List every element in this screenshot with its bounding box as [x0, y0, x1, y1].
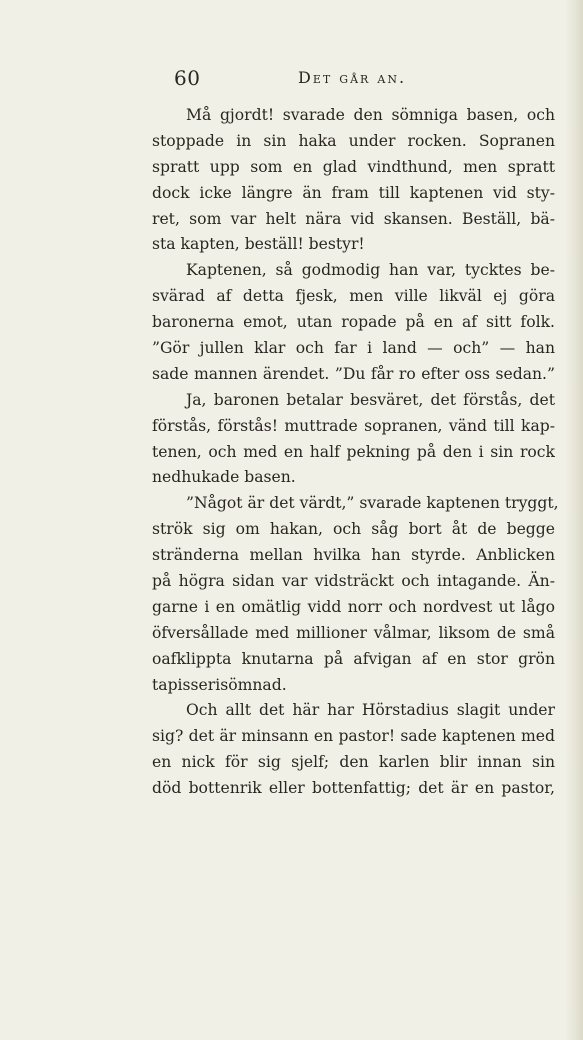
text-line: sta kapten, beställ! bestyr!: [152, 235, 365, 254]
text-line: nedhukade basen.: [152, 468, 296, 487]
text-line: ”Gör jullen klar och far i land — och” — han: [152, 339, 555, 358]
paragraph: [152, 103, 555, 258]
page-header: [0, 66, 583, 96]
text-line: död bottenrik eller bottenfattig; det är en pastor,: [152, 779, 555, 798]
paragraph: [152, 258, 555, 387]
text-line: strök sig om hakan, och såg bort åt de begge: [152, 520, 555, 539]
text-line: Må gjordt! svarade den sömniga basen, och: [186, 106, 555, 124]
body-text: [152, 103, 559, 802]
text-line: sade mannen ärendet. ”Du får ro efter oss sedan.”: [152, 364, 555, 383]
text-line: förstås, förstås! muttrade sopranen, vänd till kap-: [152, 416, 555, 435]
paragraph: [152, 388, 555, 492]
page-edge-shadow: [565, 0, 583, 1040]
text-line: på högra sidan var vidsträckt och intagande. Än-: [152, 572, 555, 591]
text-line: ret, som var helt nära vid skansen. Beställ, bä-: [152, 209, 555, 228]
text-line: dock icke längre än fram till kaptenen vid sty-: [152, 183, 555, 202]
text-line: oafklippta knutarna på afvigan af en stor grön: [152, 649, 555, 668]
text-line: en nick för sig sjelf; den karlen blir innan sin: [152, 753, 555, 772]
text-line: tenen, och med en half pekning på den i sin rock: [152, 442, 555, 461]
text-line: baronerna emot, utan ropade på en af sitt folk.: [152, 313, 555, 332]
page-number: 60: [174, 66, 201, 90]
text-line: stoppade in sin haka under rocken. Sopranen: [152, 131, 555, 150]
text-line: Kaptenen, så godmodig han var, tycktes be-: [186, 261, 555, 280]
text-line: ”Något är det värdt,” svarade kaptenen tryggt,: [186, 494, 559, 513]
text-line: sig? det är minsann en pastor! sade kaptenen med: [152, 727, 555, 746]
text-line: svärad af detta fjesk, men ville likväl ej göra: [152, 287, 555, 306]
text-line: öfversållade med millioner vålmar, liksom de små: [152, 623, 555, 642]
text-line: spratt upp som en glad vindthund, men spratt: [152, 157, 555, 176]
running-title: Det går an.: [298, 68, 407, 87]
text-line: stränderna mellan hvilka han styrde. Anblicken: [152, 546, 555, 565]
text-line: Ja, baronen betalar besväret, det förstås, det: [186, 390, 555, 409]
text-line: Och allt det här har Hörstadius slagit under: [186, 701, 555, 720]
paragraph: [152, 698, 555, 802]
text-line: tapisserisömnad.: [152, 675, 287, 694]
paragraph: [152, 491, 559, 698]
text-line: garne i en omätlig vidd norr och nordvest ut lågo: [152, 597, 555, 616]
